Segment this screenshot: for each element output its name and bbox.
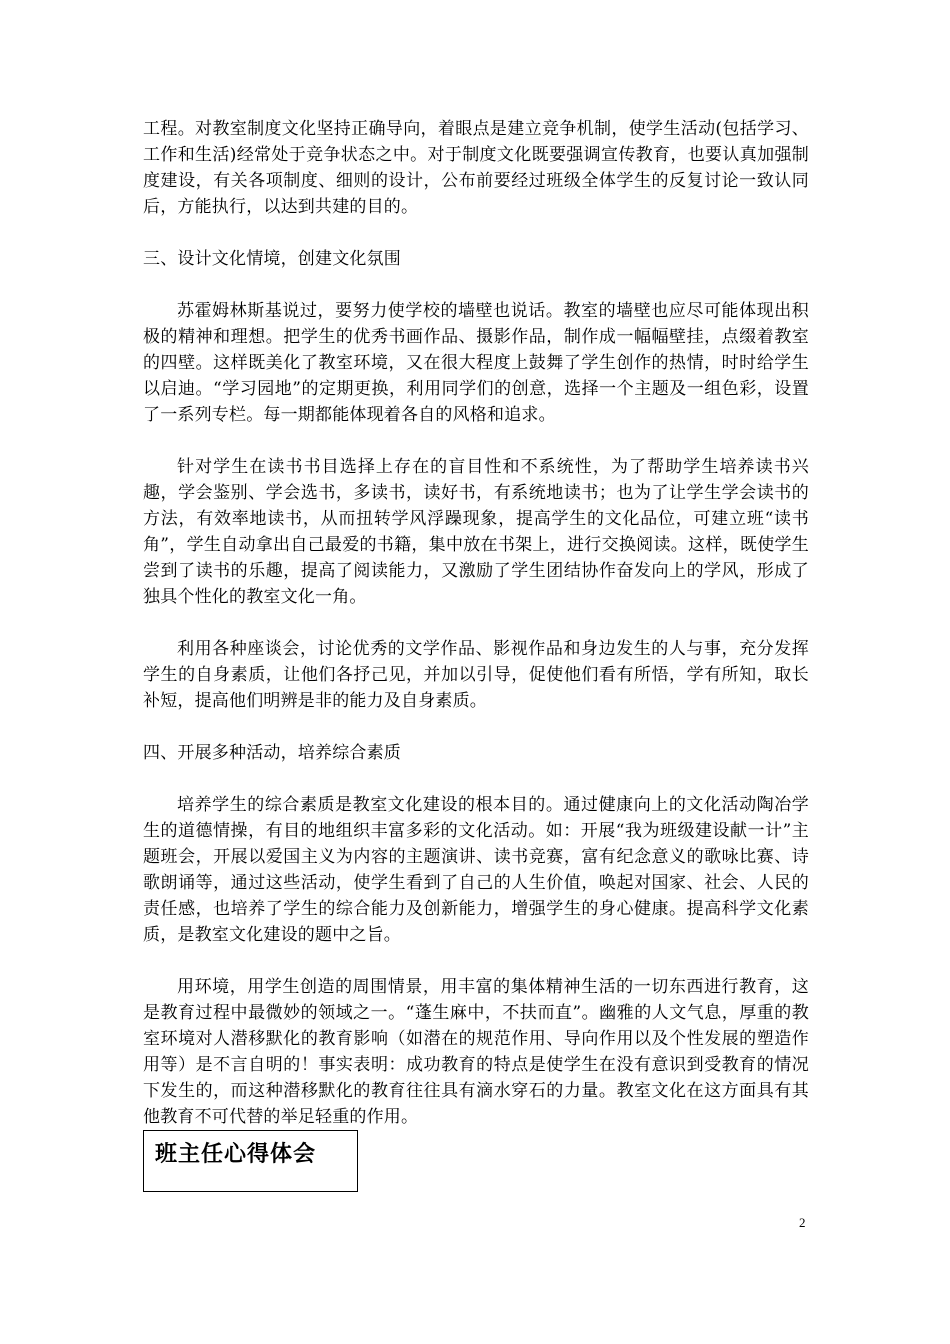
section-heading-4: 四、开展多种活动，培养综合素质: [143, 743, 401, 763]
paragraph-continuation: 工程。对教室制度文化坚持正确导向，着眼点是建立竞争机制，使学生活动(包括学习、工作和生活)经常处于竞争状态之中。对于制度文化既要强调宣传教育，也要认真加强制度建设，有关各项制度、细则的设计，公布前要经过班级全体学生的反复讨论一致认同后，方能执行，以达到共建的目的。: [143, 119, 809, 217]
section-heading-3: 三、设计文化情境，创建文化氛围: [143, 249, 401, 269]
boxed-title-frame: [143, 1130, 358, 1192]
page-number: 2: [799, 1215, 806, 1230]
document-body: [143, 116, 809, 1130]
paragraph-environment: 用环境，用学生创造的周围情景，用丰富的集体精神生活的一切东西进行教育，这是教育过程中最微妙的领域之一。“蓬生麻中，不扶而直”。幽雅的人文气息，厚重的教室环境对人潜移默化的教育影响（如潜在的规范作用、导向作用以及个性发展的塑造作用等）是不言自明的！事实表明：成功教育的特点是使学生在没有意识到受教育的情况下发生的，而这种潜移默化的教育往往具有滴水穿石的力量。教室文化在这方面具有其他教育不可代替的举足轻重的作用。: [143, 977, 809, 1127]
paragraph-activities: 培养学生的综合素质是教室文化建设的根本目的。通过健康向上的文化活动陶冶学生的道德情操，有目的地组织丰富多彩的文化活动。如：开展“我为班级建设献一计”主题班会，开展以爱国主义为内容的主题演讲、读书竞赛，富有纪念意义的歌咏比赛、诗歌朗诵等，通过这些活动，使学生看到了自己的人生价值，唤起对国家、社会、人民的责任感，也培养了学生的综合能力及创新能力，增强学生的身心健康。提高科学文化素质，是教室文化建设的题中之旨。: [143, 795, 809, 945]
boxed-title-text: 班主任心得体会: [155, 1142, 317, 1167]
paragraph-discussion: 利用各种座谈会，讨论优秀的文学作品、影视作品和身边发生的人与事，充分发挥学生的自身素质，让他们各抒己见，并加以引导，促使他们看有所悟，学有所知，取长补短，提高他们明辨是非的能力及自身素质。: [143, 639, 809, 711]
paragraph-reading-corner: 针对学生在读书书目选择上存在的盲目性和不系统性，为了帮助学生培养读书兴趣，学会鉴别、学会选书，多读书，读好书，有系统地读书；也为了让学生学会读书的方法，有效率地读书，从而扭转学风浮躁现象，提高学生的文化品位，可建立班“读书角”，学生自动拿出自己最爱的书籍，集中放在书架上，进行交换阅读。这样，既使学生尝到了读书的乐趣，提高了阅读能力，又激励了学生团结协作奋发向上的学风，形成了独具个性化的教室文化一角。: [143, 457, 809, 607]
paragraph-wall-decoration: 苏霍姆林斯基说过，要努力使学校的墙壁也说话。教室的墙壁也应尽可能体现出积极的精神和理想。把学生的优秀书画作品、摄影作品，制作成一幅幅壁挂，点缀着教室的四壁。这样既美化了教室环境，又在很大程度上鼓舞了学生创作的热情，时时给学生以启迪。“学习园地”的定期更换，利用同学们的创意，选择一个主题及一组色彩，设置了一系列专栏。每一期都能体现着各自的风格和追求。: [143, 301, 809, 425]
